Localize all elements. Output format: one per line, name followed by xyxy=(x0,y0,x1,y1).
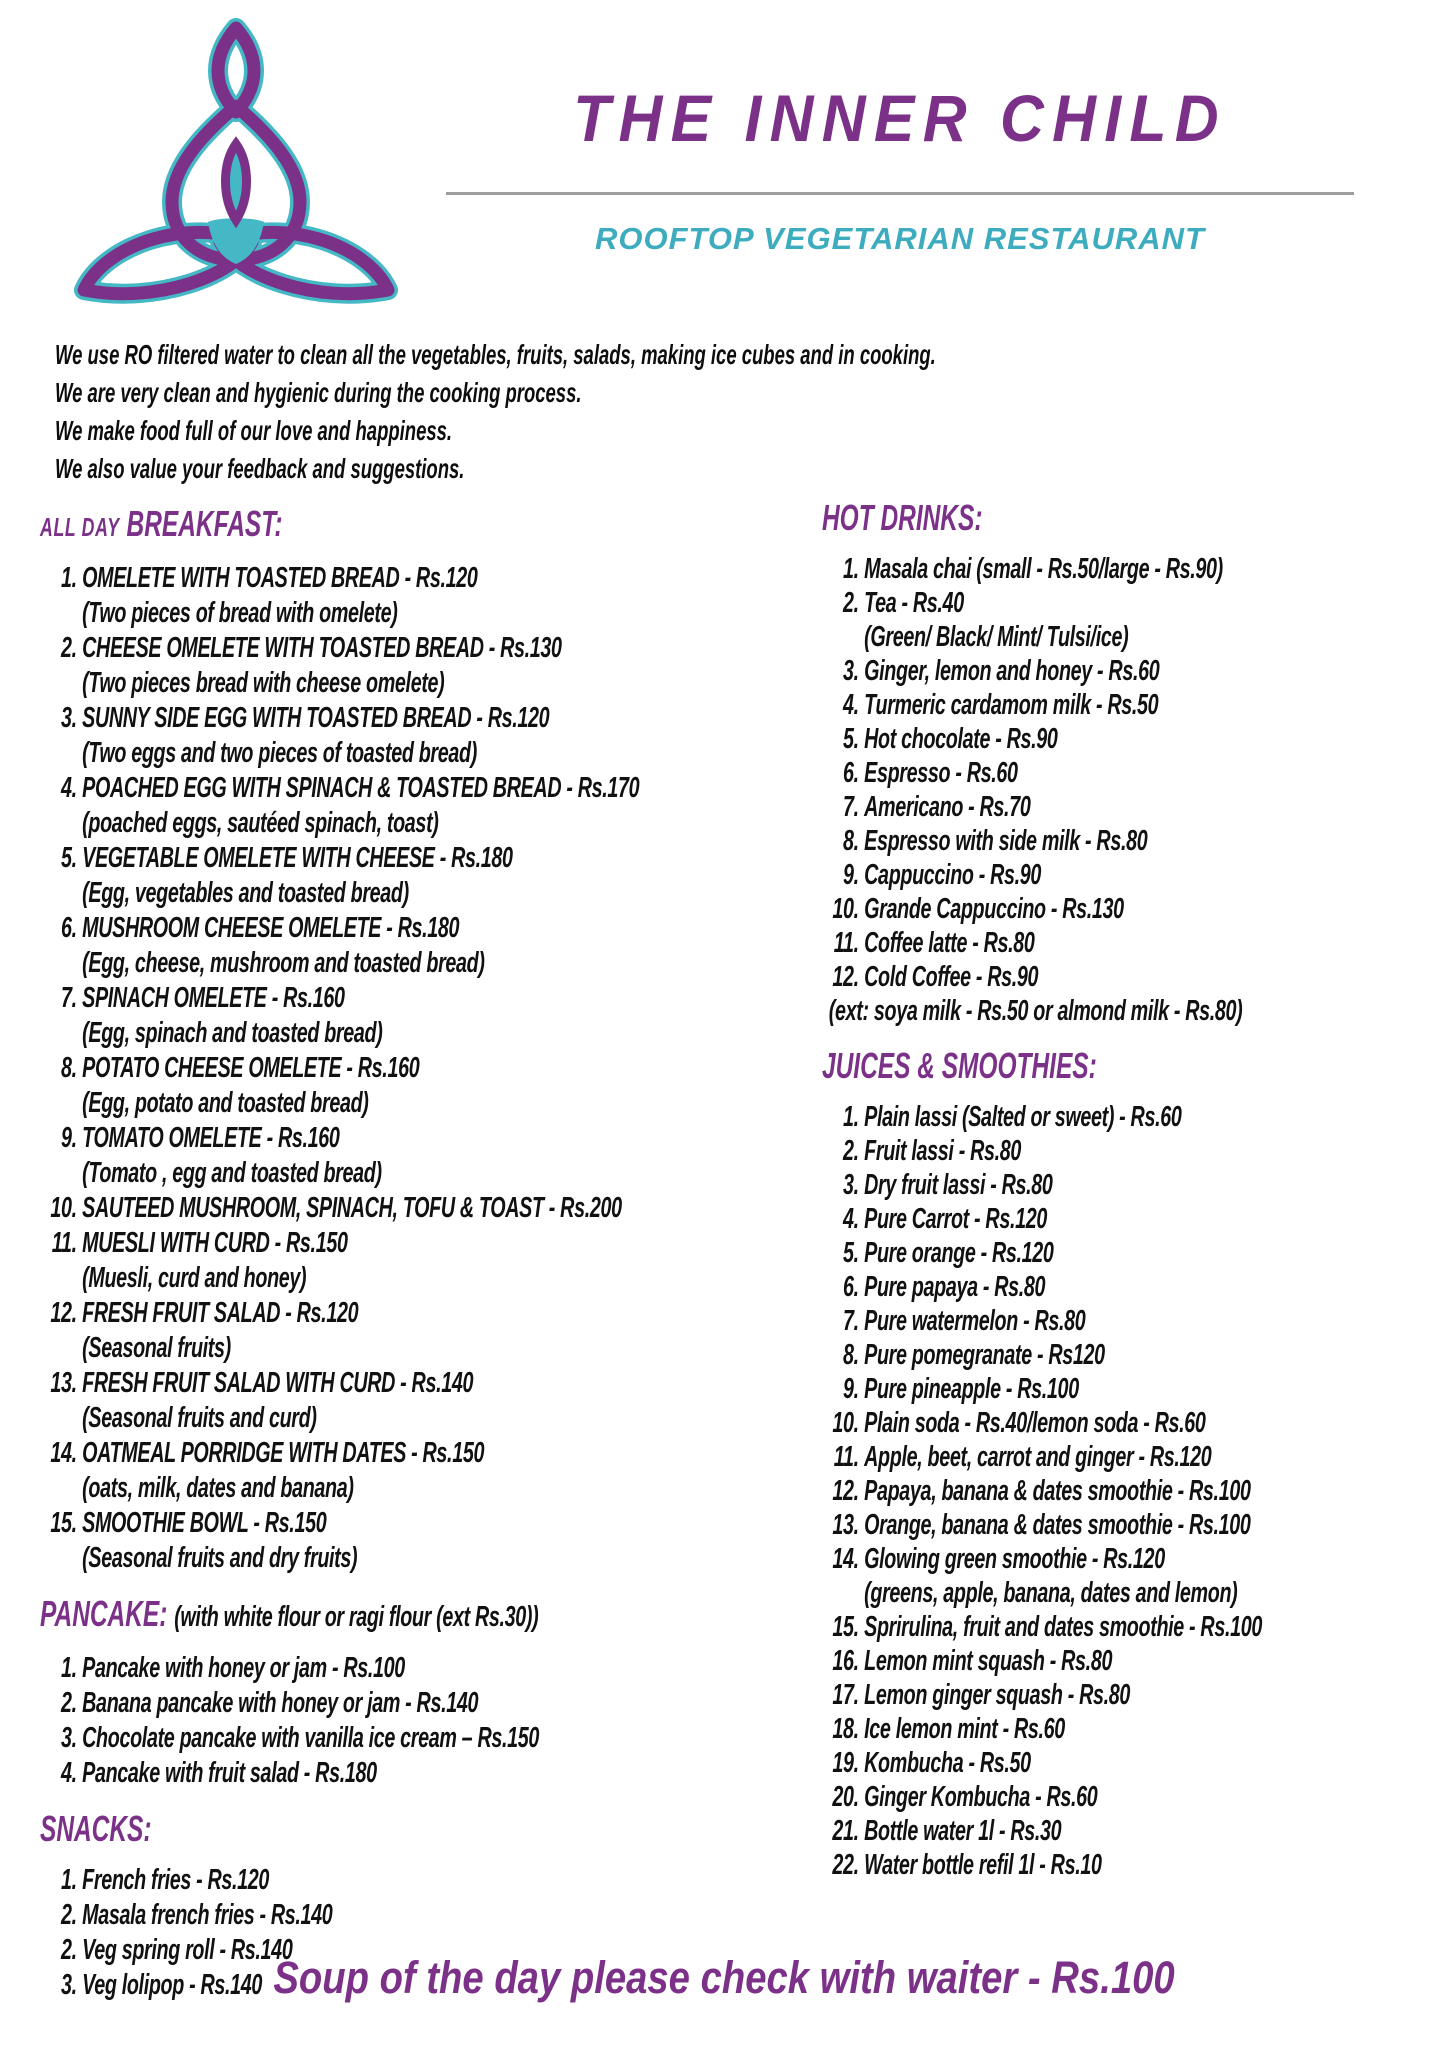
item-text: Ice lemon mint - Rs.60 xyxy=(864,1713,1065,1745)
item-number: 5. xyxy=(842,723,859,755)
hot-drinks-items xyxy=(822,552,1448,994)
item-text: VEGETABLE OMELETE WITH CHEESE - Rs.180 xyxy=(82,842,513,874)
item-text: Apple, beet, carrot and ginger - Rs.120 xyxy=(864,1441,1212,1473)
item-number: 8. xyxy=(60,1052,77,1084)
restaurant-title: THE INNER CHILD xyxy=(573,81,1227,155)
item-number: 4. xyxy=(60,772,77,804)
item-number: 18. xyxy=(832,1713,859,1745)
menu-item xyxy=(829,1474,1448,1508)
item-number: 15. xyxy=(832,1611,859,1643)
item-text: Water bottle refil 1l - Rs.10 xyxy=(864,1849,1102,1881)
menu-item xyxy=(829,552,1448,586)
menu-item xyxy=(47,771,822,841)
intro-text xyxy=(55,336,936,488)
item-text: Pure pineapple - Rs.100 xyxy=(864,1373,1079,1405)
item-text: Hot chocolate - Rs.90 xyxy=(864,723,1058,755)
item-number: 17. xyxy=(832,1679,859,1711)
menu-item xyxy=(829,1644,1448,1678)
section-pancake xyxy=(40,1592,822,1791)
item-number: 13. xyxy=(50,1367,77,1399)
item-number: 5. xyxy=(842,1237,859,1269)
item-number: 19. xyxy=(832,1747,859,1779)
item-number: 3. xyxy=(60,1722,77,1754)
item-text: SAUTEED MUSHROOM, SPINACH, TOFU & TOAST - Rs.200 xyxy=(82,1192,622,1224)
hot-drinks-heading: HOT DRINKS: xyxy=(822,497,983,538)
item-description: (oats, milk, dates and banana) xyxy=(82,1472,354,1504)
menu-item xyxy=(829,1746,1448,1780)
item-text: Espresso - Rs.60 xyxy=(864,757,1018,789)
menu-item xyxy=(829,1304,1448,1338)
item-number: 6. xyxy=(842,757,859,789)
menu-item xyxy=(829,1372,1448,1406)
item-description: (Egg, potato and toasted bread) xyxy=(82,1087,369,1119)
menu-item xyxy=(829,1202,1448,1236)
item-text: Pancake with fruit salad - Rs.180 xyxy=(82,1757,377,1789)
item-text: Papaya, banana & dates smoothie - Rs.100 xyxy=(864,1475,1251,1507)
item-text: Turmeric cardamom milk - Rs.50 xyxy=(864,689,1159,721)
item-text: French fries - Rs.120 xyxy=(82,1864,270,1896)
item-text: Fruit lassi - Rs.80 xyxy=(864,1135,1022,1167)
hot-drinks-extras-note: (ext: soya milk - Rs.50 or almond milk - Rs.80) xyxy=(828,995,1243,1027)
item-text: OATMEAL PORRIDGE WITH DATES - Rs.150 xyxy=(82,1437,485,1469)
item-text: SUNNY SIDE EGG WITH TOASTED BREAD - Rs.120 xyxy=(82,702,550,734)
item-text: Lemon ginger squash - Rs.80 xyxy=(864,1679,1131,1711)
item-number: 21. xyxy=(832,1815,859,1847)
item-text: Espresso with side milk - Rs.80 xyxy=(864,825,1148,857)
meditation-knot-logo xyxy=(60,6,480,306)
item-number: 2. xyxy=(842,1135,859,1167)
item-text: Coffee latte - Rs.80 xyxy=(864,927,1035,959)
item-number: 6. xyxy=(60,912,77,944)
pancake-heading xyxy=(40,1592,822,1639)
item-number: 3. xyxy=(842,655,859,687)
item-number: 11. xyxy=(51,1227,77,1259)
menu-item xyxy=(47,1296,822,1366)
item-text: Ginger Kombucha - Rs.60 xyxy=(864,1781,1098,1813)
item-text: Kombucha - Rs.50 xyxy=(864,1747,1031,1779)
intro-line: We make food full of our love and happiness. xyxy=(55,415,453,446)
menu-item xyxy=(829,756,1448,790)
item-text: Glowing green smoothie - Rs.120 xyxy=(864,1543,1165,1575)
menu-item xyxy=(47,911,822,981)
menu-item xyxy=(829,1100,1448,1134)
menu-item xyxy=(47,1191,822,1226)
item-text: Pure Carrot - Rs.120 xyxy=(864,1203,1047,1235)
juices-items xyxy=(822,1100,1448,1882)
item-number: 8. xyxy=(842,1339,859,1371)
menu-item xyxy=(829,1338,1448,1372)
menu-item xyxy=(829,892,1448,926)
item-text: Cappuccino - Rs.90 xyxy=(864,859,1042,891)
item-number: 1. xyxy=(60,562,77,594)
intro-line: We are very clean and hygienic during the cooking process. xyxy=(55,377,582,408)
item-number: 7. xyxy=(842,1305,859,1337)
menu-item xyxy=(829,1678,1448,1712)
item-number: 1. xyxy=(842,553,859,585)
juices-heading: JUICES & SMOOTHIES: xyxy=(822,1045,1097,1086)
menu-item xyxy=(47,841,822,911)
menu-item xyxy=(829,1134,1448,1168)
menu-item xyxy=(47,701,822,771)
item-text: MUESLI WITH CURD - Rs.150 xyxy=(82,1227,348,1259)
item-text: POACHED EGG WITH SPINACH & TOASTED BREAD - Rs.170 xyxy=(82,772,640,804)
item-number: 11. xyxy=(833,927,859,959)
item-number: 3. xyxy=(60,1969,77,2001)
item-description: (Egg, spinach and toasted bread) xyxy=(82,1017,383,1049)
item-text: Bottle water 1l - Rs.30 xyxy=(864,1815,1062,1847)
menu-item xyxy=(829,790,1448,824)
item-number: 4. xyxy=(842,689,859,721)
menu-item xyxy=(829,1270,1448,1304)
item-number: 9. xyxy=(842,1373,859,1405)
breakfast-heading-main: BREAKFAST: xyxy=(126,503,283,544)
item-number: 2. xyxy=(60,1934,77,1966)
item-text: TOMATO OMELETE - Rs.160 xyxy=(82,1122,340,1154)
section-breakfast xyxy=(40,502,822,1576)
item-text: Plain soda - Rs.40/lemon soda - Rs.60 xyxy=(864,1407,1206,1439)
item-description: (Seasonal fruits) xyxy=(82,1332,231,1364)
menu-item xyxy=(829,1406,1448,1440)
item-text: Veg lolipop - Rs.140 xyxy=(82,1969,263,2001)
item-description: (Muesli, curd and honey) xyxy=(82,1262,307,1294)
menu-item xyxy=(829,1440,1448,1474)
right-column xyxy=(822,496,1448,1882)
item-number: 8. xyxy=(842,825,859,857)
item-number: 7. xyxy=(60,982,77,1014)
footer-soup-note: Soup of the day please check with waiter - Rs.100 xyxy=(273,1952,1175,2003)
item-description: (Two pieces bread with cheese omelete) xyxy=(82,667,445,699)
menu-item xyxy=(47,1756,822,1791)
item-number: 9. xyxy=(842,859,859,891)
pancake-items xyxy=(40,1651,822,1791)
item-number: 1. xyxy=(60,1864,77,1896)
pancake-heading-main: PANCAKE: xyxy=(40,1593,168,1634)
item-number: 2. xyxy=(60,1687,77,1719)
item-text: Orange, banana & dates smoothie - Rs.100 xyxy=(864,1509,1251,1541)
item-number: 11. xyxy=(833,1441,859,1473)
menu-item xyxy=(829,654,1448,688)
item-description: (Green/ Black/ Mint/ Tulsi/ice) xyxy=(864,621,1129,653)
item-text: SMOOTHIE BOWL - Rs.150 xyxy=(82,1507,327,1539)
header xyxy=(430,81,1370,257)
item-text: POTATO CHEESE OMELETE - Rs.160 xyxy=(82,1052,420,1084)
item-description: (Egg, vegetables and toasted bread) xyxy=(82,877,409,909)
menu-item xyxy=(829,1236,1448,1270)
item-text: SPINACH OMELETE - Rs.160 xyxy=(82,982,345,1014)
menu-item xyxy=(829,1814,1448,1848)
menu-item xyxy=(829,1610,1448,1644)
breakfast-heading-prefix: ALL DAY xyxy=(40,512,120,542)
item-text: Masala french fries - Rs.140 xyxy=(82,1899,333,1931)
item-number: 14. xyxy=(832,1543,859,1575)
item-number: 6. xyxy=(842,1271,859,1303)
menu-item xyxy=(47,1226,822,1296)
item-text: Tea - Rs.40 xyxy=(864,587,964,619)
item-number: 12. xyxy=(832,961,859,993)
breakfast-heading xyxy=(40,502,822,549)
section-hot-drinks xyxy=(822,496,1448,1028)
item-text: Grande Cappuccino - Rs.130 xyxy=(864,893,1124,925)
item-text: Pure watermelon - Rs.80 xyxy=(864,1305,1086,1337)
item-text: Pure papaya - Rs.80 xyxy=(864,1271,1046,1303)
intro-line: We also value your feedback and suggestions. xyxy=(55,453,465,484)
menu-item xyxy=(47,1651,822,1686)
menu-item xyxy=(829,858,1448,892)
item-text: FRESH FRUIT SALAD WITH CURD - Rs.140 xyxy=(82,1367,474,1399)
item-number: 5. xyxy=(60,842,77,874)
item-text: OMELETE WITH TOASTED BREAD - Rs.120 xyxy=(82,562,478,594)
menu-item xyxy=(829,926,1448,960)
menu-item xyxy=(829,1542,1448,1610)
menu-item xyxy=(47,1436,822,1506)
item-number: 15. xyxy=(50,1507,77,1539)
item-number: 2. xyxy=(842,587,859,619)
restaurant-subtitle: ROOFTOP VEGETARIAN RESTAURANT xyxy=(595,221,1205,256)
item-description: (greens, apple, banana, dates and lemon) xyxy=(864,1577,1238,1609)
item-number: 16. xyxy=(832,1645,859,1677)
section-juices-smoothies xyxy=(822,1044,1448,1882)
item-number: 14. xyxy=(50,1437,77,1469)
menu-item xyxy=(829,586,1448,654)
item-text: MUSHROOM CHEESE OMELETE - Rs.180 xyxy=(82,912,460,944)
item-text: Pure orange - Rs.120 xyxy=(864,1237,1054,1269)
item-description: (Seasonal fruits and dry fruits) xyxy=(82,1542,358,1574)
item-text: Pancake with honey or jam - Rs.100 xyxy=(82,1652,405,1684)
item-text: Cold Coffee - Rs.90 xyxy=(864,961,1039,993)
menu-item xyxy=(829,1168,1448,1202)
intro-line: We use RO filtered water to clean all the vegetables, fruits, salads, making ice cubes and in cooking. xyxy=(55,339,936,370)
menu-item xyxy=(47,561,822,631)
menu-item xyxy=(47,1506,822,1576)
menu-item xyxy=(47,1366,822,1436)
item-number: 10. xyxy=(832,1407,859,1439)
menu-item xyxy=(829,1712,1448,1746)
menu-item xyxy=(47,1721,822,1756)
item-text: FRESH FRUIT SALAD - Rs.120 xyxy=(82,1297,359,1329)
item-description: (poached eggs, sautéed spinach, toast) xyxy=(82,807,439,839)
item-number: 1. xyxy=(842,1101,859,1133)
item-number: 20. xyxy=(832,1781,859,1813)
item-number: 12. xyxy=(832,1475,859,1507)
header-divider xyxy=(446,192,1354,195)
item-number: 2. xyxy=(60,632,77,664)
menu-item xyxy=(47,981,822,1051)
item-number: 9. xyxy=(60,1122,77,1154)
menu-item xyxy=(47,1863,822,1898)
item-number: 12. xyxy=(50,1297,77,1329)
snacks-heading: SNACKS: xyxy=(40,1808,152,1849)
item-number: 1. xyxy=(60,1652,77,1684)
menu-item xyxy=(829,722,1448,756)
menu-item xyxy=(47,1686,822,1721)
menu-item xyxy=(829,824,1448,858)
item-text: Masala chai (small - Rs.50/large - Rs.90) xyxy=(864,553,1223,585)
item-text: Veg spring roll - Rs.140 xyxy=(82,1934,293,1966)
left-column xyxy=(40,502,822,2003)
menu-item xyxy=(47,631,822,701)
menu-item xyxy=(829,688,1448,722)
item-description: (Seasonal fruits and curd) xyxy=(82,1402,317,1434)
item-description: (Two eggs and two pieces of toasted bread) xyxy=(82,737,477,769)
item-description: (Tomato , egg and toasted bread) xyxy=(82,1157,382,1189)
menu-item xyxy=(47,1051,822,1121)
item-number: 10. xyxy=(50,1192,77,1224)
item-number: 7. xyxy=(842,791,859,823)
item-number: 2. xyxy=(60,1899,77,1931)
item-number: 3. xyxy=(60,702,77,734)
item-text: Lemon mint squash - Rs.80 xyxy=(864,1645,1113,1677)
item-text: Plain lassi (Salted or sweet) - Rs.60 xyxy=(864,1101,1182,1133)
item-number: 22. xyxy=(832,1849,859,1881)
item-text: Dry fruit lassi - Rs.80 xyxy=(864,1169,1053,1201)
menu-item xyxy=(829,1780,1448,1814)
item-description: (Two pieces of bread with omelete) xyxy=(82,597,398,629)
item-text: Chocolate pancake with vanilla ice cream – Rs.150 xyxy=(82,1722,540,1754)
menu-item xyxy=(47,1121,822,1191)
item-number: 4. xyxy=(60,1757,77,1789)
item-number: 3. xyxy=(842,1169,859,1201)
breakfast-items xyxy=(40,561,822,1576)
menu-item xyxy=(47,1898,822,1933)
item-text: Banana pancake with honey or jam - Rs.140 xyxy=(82,1687,479,1719)
item-number: 13. xyxy=(832,1509,859,1541)
menu-item xyxy=(829,1848,1448,1882)
item-text: Pure pomegranate - Rs120 xyxy=(864,1339,1105,1371)
item-text: Ginger, lemon and honey - Rs.60 xyxy=(864,655,1160,687)
menu-item xyxy=(829,1508,1448,1542)
item-number: 10. xyxy=(832,893,859,925)
item-description: (Egg, cheese, mushroom and toasted bread) xyxy=(82,947,485,979)
menu-item xyxy=(829,960,1448,994)
pancake-heading-note: (with white flour or ragi flour (ext Rs.30)) xyxy=(174,1601,539,1633)
item-text: CHEESE OMELETE WITH TOASTED BREAD - Rs.130 xyxy=(82,632,562,664)
item-text: Americano - Rs.70 xyxy=(864,791,1031,823)
item-text: Sprirulina, fruit and dates smoothie - Rs.100 xyxy=(864,1611,1262,1643)
item-number: 4. xyxy=(842,1203,859,1235)
